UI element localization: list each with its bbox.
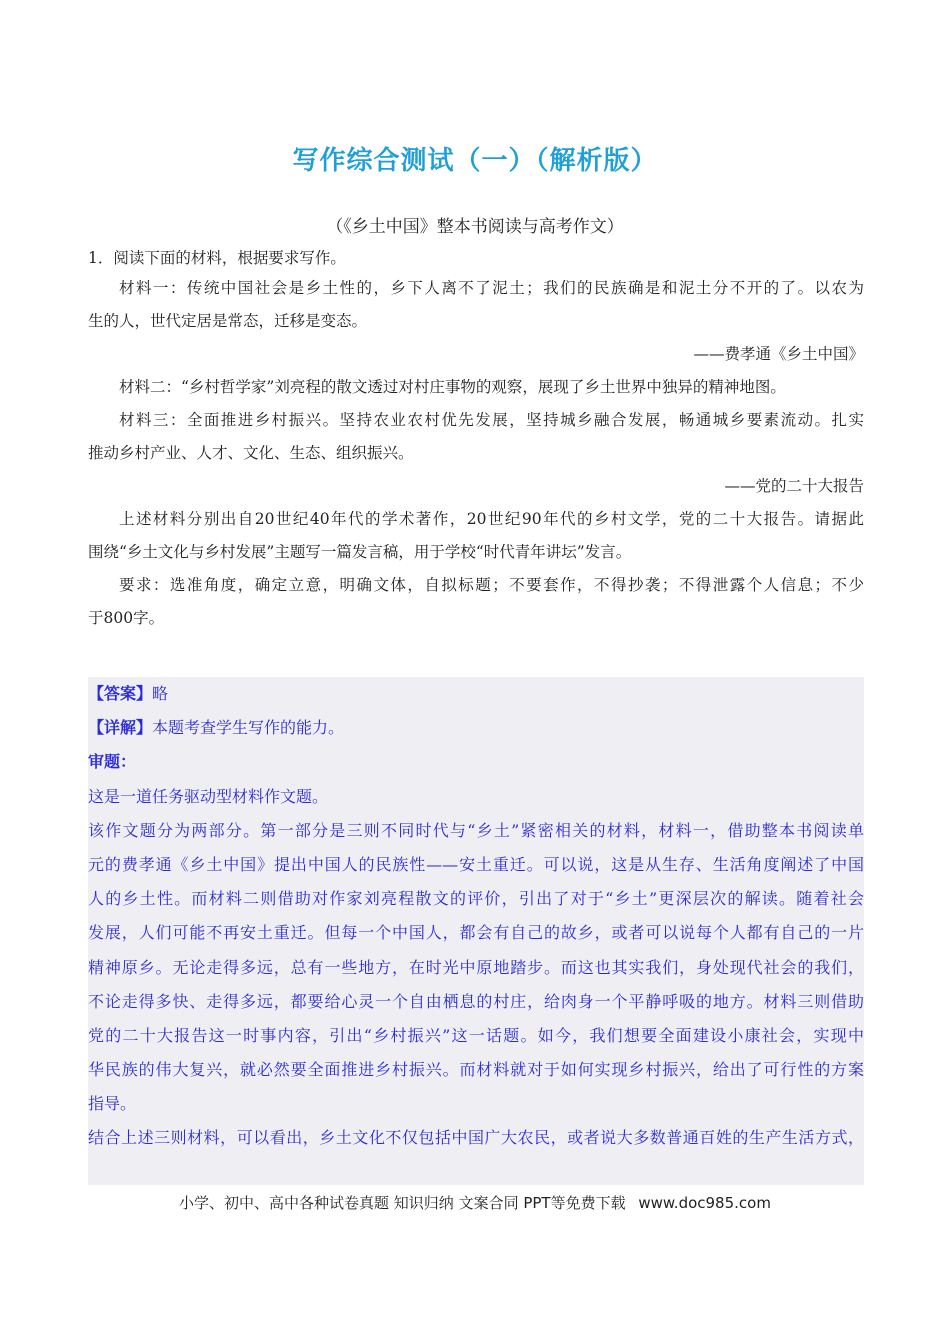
analysis-line: 人的乡土性。而材料二则借助对作家刘亮程散文的评价，引出了对于“乡土”更深层次的解读。随着社会 [88, 889, 864, 909]
analysis-line: 发展，人们可能不再安土重迁。但每一个中国人，都会有自己的故乡，或者可以说每个人都有自己的一片 [88, 923, 864, 943]
material-three-source: ——党的二十大报告 [724, 477, 864, 495]
material-three-line-2: 推动乡村产业、人才、文化、生态、组织振兴。 [88, 444, 414, 462]
footer-url[interactable]: www.doc985.com [638, 1194, 771, 1212]
material-one-line-2: 生的人，世代定居是常态，迁移是变态。 [88, 312, 368, 330]
analysis-line: 华民族的伟大复兴，就必然要全面推进乡村振兴。而材料就对于如何实现乡村振兴，给出了可行性的方案 [88, 1060, 864, 1080]
analysis-line: 不论走得多快、走得多远，都要给心灵一个自由栖息的村庄，给肉身一个平静呼吸的地方。材料三则借助 [88, 991, 864, 1011]
analysis-line: 党的二十大报告这一时事内容，引出“乡村振兴”这一话题。如今，我们想要全面建设小康社会，实现中 [88, 1025, 864, 1045]
answer-section [88, 677, 864, 1185]
analysis-line: 该作文题分为两部分。第一部分是三则不同时代与“乡土”紧密相关的材料，材料一，借助整本书阅读单 [88, 820, 864, 840]
analysis-line: 这是一道任务驱动型材料作文题。 [88, 786, 329, 806]
detail-text: 本题考查学生写作的能力。 [152, 718, 345, 738]
material-two-line-1: 材料二：“乡村哲学家”刘亮程的散文透过对村庄事物的观察，展现了乡土世界中独异的精神地图。 [119, 378, 786, 396]
detail-row [88, 711, 864, 745]
analysis-line: 元的费孝通《乡土中国》提出中国人的民族性——安土重迁。可以说，这是从生存、生活角度阐述了中国 [88, 854, 864, 874]
analysis-line: 结合上述三则材料，可以看出，乡土文化不仅包括中国广大农民，或者说大多数普通百姓的生产生活方式， [88, 1128, 864, 1148]
answer-text: 略 [152, 684, 169, 703]
answer-label: 【答案】 [88, 684, 153, 703]
material-one-line-1: 材料一：传统中国社会是乡土性的，乡下人离不了泥土；我们的民族确是和泥土分不开的了。以农为 [119, 279, 864, 297]
requirement-line-1: 要求：选准角度，确定立意，明确文体，自拟标题；不要套作，不得抄袭；不得泄露个人信息；不少 [119, 576, 864, 594]
analysis-line: 精神原乡。无论走得多远，总有一些地方，在时光中原地踏步。而这也其实我们，身处现代社会的我们， [88, 957, 864, 977]
prompt-line-2: 围绕“乡土文化与乡村发展”主题写一篇发言稿，用于学校“时代青年讲坛”发言。 [88, 543, 632, 561]
page-footer [0, 1192, 950, 1213]
prompt-line-1: 上述材料分别出自20世纪40年代的学术著作，20世纪90年代的乡村文学，党的二十大报告。请据此 [119, 510, 864, 528]
question-section [88, 244, 864, 635]
page-title: 写作综合测试（一）（解析版） [292, 146, 658, 176]
page-subtitle: （《乡土中国》整本书阅读与高考作文） [326, 217, 624, 237]
requirement-line-2: 于800字。 [88, 609, 165, 627]
answer-row [88, 677, 864, 711]
material-three-line-1: 材料三：全面推进乡村振兴。坚持农业农村优先发展，坚持城乡融合发展，畅通城乡要素流动。扎实 [119, 411, 864, 429]
footer-text: 小学、初中、高中各种试卷真题 知识归纳 文案合同 PPT等免费下载 [179, 1194, 626, 1212]
question-intro: 1．阅读下面的材料，根据要求写作。 [88, 249, 346, 267]
review-heading: 审题： [88, 752, 137, 772]
detail-label: 【详解】 [88, 718, 153, 738]
analysis-line: 指导。 [88, 1094, 137, 1114]
material-one-source: ——费孝通《乡土中国》 [693, 345, 864, 363]
